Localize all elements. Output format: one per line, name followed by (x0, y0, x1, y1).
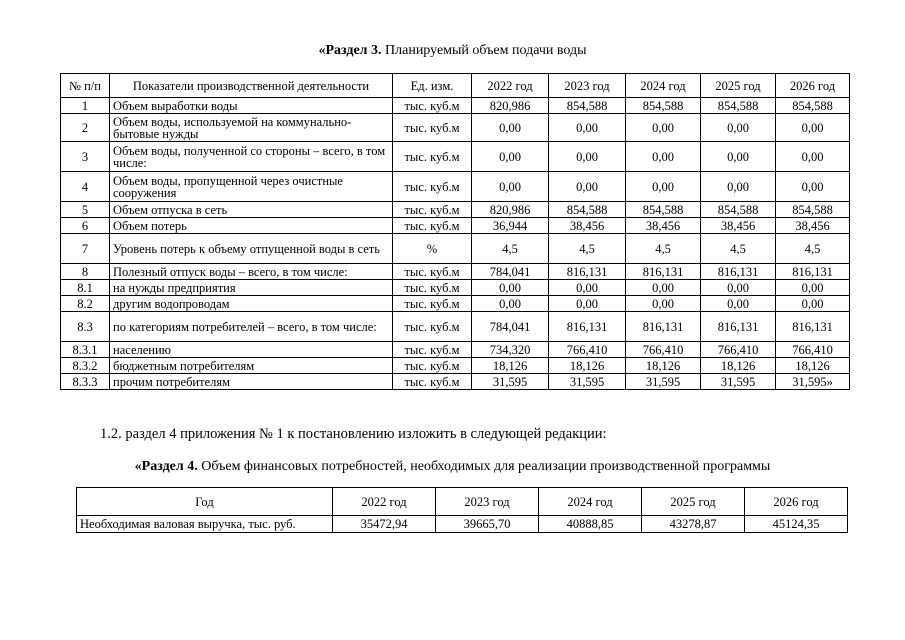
header-year-2023: 2023 год (549, 74, 626, 98)
value-2025: 38,456 (701, 218, 776, 234)
row-number: 8.3.2 (61, 358, 110, 374)
value-2025: 0,00 (701, 296, 776, 312)
value-2023: 816,131 (549, 312, 626, 342)
row-indicator: Объем потерь (110, 218, 393, 234)
value-2022: 0,00 (472, 296, 549, 312)
table-row (61, 142, 850, 172)
table-row (61, 202, 850, 218)
row-unit: тыс. куб.м (393, 296, 472, 312)
value-2022: 0,00 (472, 114, 549, 142)
value-2026: 0,00 (776, 296, 850, 312)
value-2022: 0,00 (472, 280, 549, 296)
value-2025: 0,00 (701, 280, 776, 296)
header-year-2022: 2022 год (472, 74, 549, 98)
value-2024: 40888,85 (539, 516, 642, 533)
value-2023: 4,5 (549, 234, 626, 264)
value-2022: 820,986 (472, 202, 549, 218)
row-indicator: Уровень потерь к объему отпущенной воды в сеть (110, 234, 393, 264)
value-2024: 18,126 (626, 358, 701, 374)
row-unit: тыс. куб.м (393, 342, 472, 358)
row-unit: тыс. куб.м (393, 172, 472, 202)
financial-needs-table (76, 487, 848, 533)
row-number: 7 (61, 234, 110, 264)
value-2022: 35472,94 (333, 516, 436, 533)
value-2022: 784,041 (472, 264, 549, 280)
section3-title-text: Планируемый объем подачи воды (381, 43, 587, 58)
row-unit: % (393, 234, 472, 264)
value-2024: 854,588 (626, 202, 701, 218)
paragraph-text: 1.2. раздел 4 приложения № 1 к постановлению изложить в следующей редакции: (100, 426, 607, 442)
value-2025: 854,588 (701, 202, 776, 218)
value-2022: 4,5 (472, 234, 549, 264)
row-indicator: на нужды предприятия (110, 280, 393, 296)
header-indicator: Показатели производственной деятельности (110, 74, 393, 98)
row-unit: тыс. куб.м (393, 202, 472, 218)
table-row (61, 296, 850, 312)
row-number: 8 (61, 264, 110, 280)
value-2024: 816,131 (626, 312, 701, 342)
table-header-row (61, 74, 850, 98)
row-unit: тыс. куб.м (393, 312, 472, 342)
row-number: 8.1 (61, 280, 110, 296)
value-2023: 766,410 (549, 342, 626, 358)
value-2024: 0,00 (626, 142, 701, 172)
value-2024: 31,595 (626, 374, 701, 390)
value-2024: 0,00 (626, 296, 701, 312)
row-indicator: по категориям потребителей – всего, в том числе: (110, 312, 393, 342)
row-number: 1 (61, 98, 110, 114)
value-2025: 4,5 (701, 234, 776, 264)
value-2023: 39665,70 (436, 516, 539, 533)
row-name: Необходимая валовая выручка, тыс. руб. (77, 516, 333, 533)
section3-title (0, 43, 905, 59)
value-2026: 0,00 (776, 280, 850, 296)
row-number: 5 (61, 202, 110, 218)
value-2022: 784,041 (472, 312, 549, 342)
row-indicator: бюджетным потребителям (110, 358, 393, 374)
value-2024: 816,131 (626, 264, 701, 280)
value-2025: 766,410 (701, 342, 776, 358)
value-2026: 0,00 (776, 172, 850, 202)
header-year-2026: 2026 год (776, 74, 850, 98)
value-2024: 766,410 (626, 342, 701, 358)
row-indicator: Объем выработки воды (110, 98, 393, 114)
table-row (61, 218, 850, 234)
row-unit: тыс. куб.м (393, 98, 472, 114)
table-row (61, 98, 850, 114)
header-year-2025: 2025 год (642, 488, 745, 516)
value-2026: 0,00 (776, 142, 850, 172)
table-row (61, 264, 850, 280)
header-year-2026: 2026 год (745, 488, 848, 516)
value-2023: 0,00 (549, 114, 626, 142)
value-2022: 18,126 (472, 358, 549, 374)
value-2026: 4,5 (776, 234, 850, 264)
value-2025: 854,588 (701, 98, 776, 114)
value-2026: 854,588 (776, 98, 850, 114)
row-indicator: Объем воды, используемой на коммунально-бытовые нужды (110, 114, 393, 142)
value-2023: 0,00 (549, 280, 626, 296)
value-2023: 31,595 (549, 374, 626, 390)
table-row (61, 374, 850, 390)
table-header-row (77, 488, 848, 516)
value-2023: 854,588 (549, 202, 626, 218)
value-2025: 0,00 (701, 114, 776, 142)
section4-title-bold: «Раздел 4. (134, 459, 198, 474)
water-supply-table (60, 73, 850, 390)
table-row (61, 342, 850, 358)
value-2022: 0,00 (472, 172, 549, 202)
value-2022: 734,320 (472, 342, 549, 358)
value-2023: 0,00 (549, 172, 626, 202)
value-2023: 38,456 (549, 218, 626, 234)
value-2024: 0,00 (626, 114, 701, 142)
value-2026: 816,131 (776, 264, 850, 280)
value-2025: 0,00 (701, 142, 776, 172)
value-2025: 0,00 (701, 172, 776, 202)
row-number: 2 (61, 114, 110, 142)
value-2023: 854,588 (549, 98, 626, 114)
value-2026: 38,456 (776, 218, 850, 234)
value-2023: 0,00 (549, 296, 626, 312)
value-2023: 18,126 (549, 358, 626, 374)
value-2022: 36,944 (472, 218, 549, 234)
row-indicator: другим водопроводам (110, 296, 393, 312)
table-row (61, 358, 850, 374)
value-2026: 45124,35 (745, 516, 848, 533)
row-unit: тыс. куб.м (393, 280, 472, 296)
header-year-2025: 2025 год (701, 74, 776, 98)
row-unit: тыс. куб.м (393, 264, 472, 280)
section4-title-text: Объем финансовых потребностей, необходимых для реализации производственной программы (197, 459, 771, 474)
value-2024: 854,588 (626, 98, 701, 114)
row-indicator: прочим потребителям (110, 374, 393, 390)
row-unit: тыс. куб.м (393, 358, 472, 374)
row-number: 6 (61, 218, 110, 234)
table-row (77, 516, 848, 533)
value-2026: 766,410 (776, 342, 850, 358)
value-2022: 31,595 (472, 374, 549, 390)
header-num: № п/п (61, 74, 110, 98)
row-indicator: населению (110, 342, 393, 358)
table-row (61, 280, 850, 296)
value-2025: 18,126 (701, 358, 776, 374)
value-2026: 31,595» (776, 374, 850, 390)
row-number: 8.3.1 (61, 342, 110, 358)
row-unit: тыс. куб.м (393, 142, 472, 172)
value-2024: 0,00 (626, 172, 701, 202)
value-2026: 816,131 (776, 312, 850, 342)
row-number: 8.2 (61, 296, 110, 312)
value-2023: 816,131 (549, 264, 626, 280)
value-2026: 18,126 (776, 358, 850, 374)
table-row (61, 312, 850, 342)
value-2024: 38,456 (626, 218, 701, 234)
value-2023: 0,00 (549, 142, 626, 172)
header-year: Год (77, 488, 333, 516)
value-2024: 4,5 (626, 234, 701, 264)
section3-title-bold: «Раздел 3. (318, 43, 382, 58)
row-unit: тыс. куб.м (393, 374, 472, 390)
row-indicator: Полезный отпуск воды – всего, в том числе: (110, 264, 393, 280)
header-year-2022: 2022 год (333, 488, 436, 516)
value-2025: 816,131 (701, 312, 776, 342)
value-2022: 0,00 (472, 142, 549, 172)
row-number: 4 (61, 172, 110, 202)
row-unit: тыс. куб.м (393, 218, 472, 234)
table-row (61, 234, 850, 264)
value-2026: 854,588 (776, 202, 850, 218)
row-unit: тыс. куб.м (393, 114, 472, 142)
value-2022: 820,986 (472, 98, 549, 114)
table-row (61, 114, 850, 142)
value-2025: 816,131 (701, 264, 776, 280)
value-2025: 31,595 (701, 374, 776, 390)
section4-title (0, 459, 905, 475)
value-2024: 0,00 (626, 280, 701, 296)
row-number: 8.3.3 (61, 374, 110, 390)
table-row (61, 172, 850, 202)
header-year-2023: 2023 год (436, 488, 539, 516)
header-unit: Ед. изм. (393, 74, 472, 98)
value-2025: 43278,87 (642, 516, 745, 533)
row-indicator: Объем воды, полученной со стороны – всего, в том числе: (110, 142, 393, 172)
value-2026: 0,00 (776, 114, 850, 142)
header-year-2024: 2024 год (626, 74, 701, 98)
row-indicator: Объем отпуска в сеть (110, 202, 393, 218)
row-number: 8.3 (61, 312, 110, 342)
row-indicator: Объем воды, пропущенной через очистные сооружения (110, 172, 393, 202)
header-year-2024: 2024 год (539, 488, 642, 516)
row-number: 3 (61, 142, 110, 172)
